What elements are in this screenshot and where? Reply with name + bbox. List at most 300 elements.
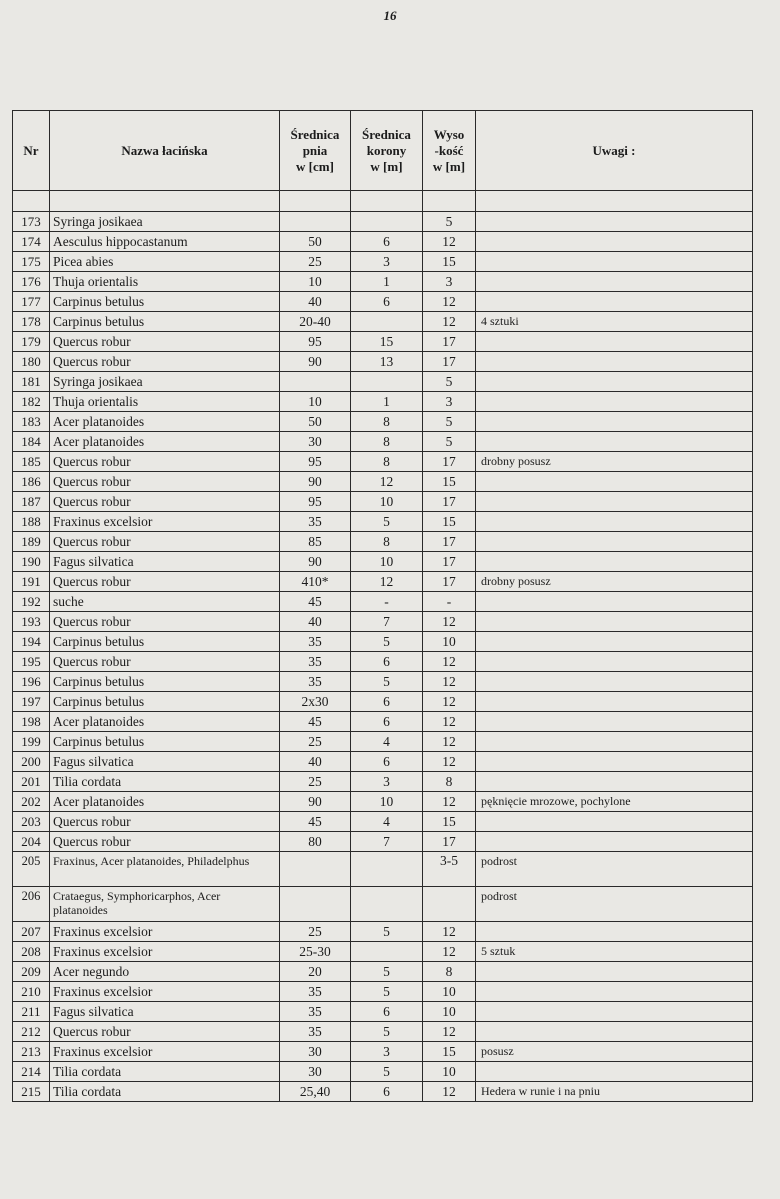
notes-cell (476, 412, 753, 432)
stem-diameter-cell: 90 (280, 352, 351, 372)
table-row (13, 372, 753, 392)
tree-number-cell: 176 (13, 272, 50, 292)
table-row (13, 312, 753, 332)
tree-number-cell: 186 (13, 472, 50, 492)
stem-diameter-cell: 35 (280, 982, 351, 1002)
table-row (13, 712, 753, 732)
stem-diameter-cell: 95 (280, 452, 351, 472)
tree-height-cell: 12 (423, 732, 476, 752)
tree-height-cell: 12 (423, 942, 476, 962)
header-spacer-row (13, 191, 753, 212)
header-height-line-2: -kość (434, 142, 464, 158)
notes-cell: podrost (476, 887, 753, 922)
tree-number-cell: 201 (13, 772, 50, 792)
latin-name-cell: Quercus robur (50, 352, 280, 372)
crown-diameter-cell: 6 (351, 692, 423, 712)
table-row (13, 1062, 753, 1082)
stem-diameter-cell: 40 (280, 612, 351, 632)
crown-diameter-cell: 5 (351, 632, 423, 652)
table-row (13, 492, 753, 512)
table-row (13, 832, 753, 852)
table-row (13, 692, 753, 712)
notes-cell (476, 552, 753, 572)
tree-number-cell: 173 (13, 212, 50, 232)
tree-height-cell: 3-5 (423, 852, 476, 887)
tree-number-cell: 194 (13, 632, 50, 652)
tree-number-cell: 214 (13, 1062, 50, 1082)
latin-name-cell: Fraxinus excelsior (50, 922, 280, 942)
stem-diameter-cell (280, 212, 351, 232)
latin-name-cell: Fraxinus excelsior (50, 512, 280, 532)
tree-number-cell: 191 (13, 572, 50, 592)
tree-number-cell: 213 (13, 1042, 50, 1062)
latin-name-cell: Carpinus betulus (50, 312, 280, 332)
tree-height-cell: 12 (423, 752, 476, 772)
tree-height-cell: 17 (423, 452, 476, 472)
tree-height-cell: 15 (423, 252, 476, 272)
latin-name-cell: Fraxinus, Acer platanoides, Philadelphus (50, 852, 280, 887)
tree-height-cell: 17 (423, 832, 476, 852)
tree-number-cell: 180 (13, 352, 50, 372)
crown-diameter-cell: 5 (351, 982, 423, 1002)
table-row (13, 332, 753, 352)
tree-number-cell: 181 (13, 372, 50, 392)
crown-diameter-cell: 8 (351, 432, 423, 452)
stem-diameter-cell: 50 (280, 232, 351, 252)
stem-diameter-cell: 10 (280, 272, 351, 292)
notes-cell: drobny posusz (476, 452, 753, 472)
notes-cell (476, 612, 753, 632)
stem-diameter-cell: 95 (280, 492, 351, 512)
tree-number-cell: 210 (13, 982, 50, 1002)
latin-name-cell: Acer negundo (50, 962, 280, 982)
crown-diameter-cell: 5 (351, 922, 423, 942)
notes-cell (476, 772, 753, 792)
stem-diameter-cell: 25 (280, 922, 351, 942)
tree-height-cell: 10 (423, 1002, 476, 1022)
latin-name-cell: Quercus robur (50, 572, 280, 592)
tree-height-cell: 8 (423, 962, 476, 982)
tree-number-cell: 215 (13, 1082, 50, 1102)
crown-diameter-cell (351, 212, 423, 232)
tree-number-cell: 187 (13, 492, 50, 512)
crown-diameter-cell: 4 (351, 812, 423, 832)
table-row (13, 452, 753, 472)
notes-cell (476, 472, 753, 492)
table-row (13, 532, 753, 552)
tree-height-cell: - (423, 592, 476, 612)
table-row (13, 887, 753, 922)
crown-diameter-cell: 5 (351, 1062, 423, 1082)
header-crown-line-2: korony (366, 142, 407, 158)
tree-height-cell: 12 (423, 312, 476, 332)
table-row (13, 792, 753, 812)
latin-name-cell: Carpinus betulus (50, 632, 280, 652)
crown-diameter-cell: 3 (351, 1042, 423, 1062)
crown-diameter-cell (351, 887, 423, 922)
stem-diameter-cell: 80 (280, 832, 351, 852)
header-crown-line-3: w [m] (370, 158, 403, 174)
tree-number-cell: 185 (13, 452, 50, 472)
stem-diameter-cell: 25 (280, 772, 351, 792)
stem-diameter-cell: 20 (280, 962, 351, 982)
latin-name-cell: Thuja orientalis (50, 392, 280, 412)
latin-name-cell: Quercus robur (50, 1022, 280, 1042)
tree-height-cell: 15 (423, 1042, 476, 1062)
latin-name-cell: Carpinus betulus (50, 692, 280, 712)
header-stem-line-3: w [cm] (296, 158, 334, 174)
crown-diameter-cell: 7 (351, 832, 423, 852)
notes-cell: 4 sztuki (476, 312, 753, 332)
crown-diameter-cell: 6 (351, 292, 423, 312)
tree-number-cell: 177 (13, 292, 50, 312)
latin-name-cell: Tilia cordata (50, 1082, 280, 1102)
latin-name-cell: Tilia cordata (50, 1062, 280, 1082)
crown-diameter-cell: 5 (351, 672, 423, 692)
notes-cell (476, 392, 753, 412)
tree-height-cell: 12 (423, 1082, 476, 1102)
tree-number-cell: 211 (13, 1002, 50, 1022)
latin-name-cell: Picea abies (50, 252, 280, 272)
table-row (13, 512, 753, 532)
tree-height-cell: 15 (423, 512, 476, 532)
tree-number-cell: 205 (13, 852, 50, 887)
latin-name-cell: suche (50, 592, 280, 612)
crown-diameter-cell (351, 942, 423, 962)
stem-diameter-cell: 45 (280, 592, 351, 612)
notes-cell (476, 532, 753, 552)
notes-cell (476, 1002, 753, 1022)
latin-name-cell: Aesculus hippocastanum (50, 232, 280, 252)
latin-name-cell: Quercus robur (50, 492, 280, 512)
crown-diameter-cell (351, 312, 423, 332)
tree-height-cell: 12 (423, 692, 476, 712)
crown-diameter-cell: 3 (351, 252, 423, 272)
header-notes: Uwagi : (476, 111, 753, 191)
tree-number-cell: 189 (13, 532, 50, 552)
tree-height-cell: 15 (423, 472, 476, 492)
notes-cell: Hedera w runie i na pniu (476, 1082, 753, 1102)
stem-diameter-cell: 35 (280, 632, 351, 652)
notes-cell (476, 1022, 753, 1042)
crown-diameter-cell: 5 (351, 1022, 423, 1042)
notes-cell (476, 632, 753, 652)
latin-name-cell: Quercus robur (50, 612, 280, 632)
tree-height-cell: 12 (423, 292, 476, 312)
crown-diameter-cell: 1 (351, 392, 423, 412)
notes-cell (476, 592, 753, 612)
crown-diameter-cell: 10 (351, 792, 423, 812)
latin-name-cell: Crataegus, Symphoricarphos, Acer platanoides (50, 887, 280, 922)
latin-name-cell: Acer platanoides (50, 792, 280, 812)
stem-diameter-cell: 35 (280, 512, 351, 532)
latin-name-cell: Fraxinus excelsior (50, 1042, 280, 1062)
stem-diameter-cell: 40 (280, 292, 351, 312)
stem-diameter-cell: 35 (280, 672, 351, 692)
tree-height-cell: 5 (423, 372, 476, 392)
latin-name-cell: Fraxinus excelsior (50, 982, 280, 1002)
notes-cell (476, 1062, 753, 1082)
tree-height-cell: 12 (423, 712, 476, 732)
notes-cell (476, 252, 753, 272)
tree-height-cell: 17 (423, 532, 476, 552)
notes-cell (476, 492, 753, 512)
tree-number-cell: 193 (13, 612, 50, 632)
notes-cell: podrost (476, 852, 753, 887)
tree-number-cell: 182 (13, 392, 50, 412)
crown-diameter-cell: 10 (351, 492, 423, 512)
notes-cell (476, 372, 753, 392)
header-crown-diameter (351, 111, 423, 191)
table-row (13, 212, 753, 232)
notes-cell: pęknięcie mrozowe, pochylone (476, 792, 753, 812)
table-row (13, 962, 753, 982)
stem-diameter-cell: 35 (280, 1022, 351, 1042)
stem-diameter-cell: 35 (280, 1002, 351, 1022)
crown-diameter-cell: 8 (351, 452, 423, 472)
notes-cell (476, 732, 753, 752)
stem-diameter-cell (280, 372, 351, 392)
notes-cell (476, 982, 753, 1002)
table-row (13, 392, 753, 412)
tree-height-cell: 12 (423, 792, 476, 812)
crown-diameter-cell: 12 (351, 472, 423, 492)
crown-diameter-cell: 7 (351, 612, 423, 632)
crown-diameter-cell: 12 (351, 572, 423, 592)
stem-diameter-cell: 30 (280, 1062, 351, 1082)
header-crown-line-1: Średnica (362, 126, 411, 142)
crown-diameter-cell: 6 (351, 712, 423, 732)
notes-cell (476, 752, 753, 772)
tree-number-cell: 212 (13, 1022, 50, 1042)
crown-diameter-cell: 5 (351, 962, 423, 982)
notes-cell (476, 292, 753, 312)
notes-cell (476, 332, 753, 352)
stem-diameter-cell: 95 (280, 332, 351, 352)
notes-cell (476, 232, 753, 252)
stem-diameter-cell: 45 (280, 812, 351, 832)
tree-number-cell: 197 (13, 692, 50, 712)
table-header-row (13, 111, 753, 191)
page-number: 16 (383, 8, 397, 23)
stem-diameter-cell: 50 (280, 412, 351, 432)
stem-diameter-cell: 25-30 (280, 942, 351, 962)
table-row (13, 752, 753, 772)
header-stem-diameter (280, 111, 351, 191)
tree-number-cell: 183 (13, 412, 50, 432)
latin-name-cell: Syringa josikaea (50, 212, 280, 232)
tree-height-cell: 17 (423, 572, 476, 592)
table-row (13, 572, 753, 592)
tree-number-cell: 190 (13, 552, 50, 572)
tree-height-cell: 8 (423, 772, 476, 792)
crown-diameter-cell: 10 (351, 552, 423, 572)
tree-number-cell: 184 (13, 432, 50, 452)
stem-diameter-cell: 85 (280, 532, 351, 552)
header-stem-line-1: Średnica (290, 126, 340, 142)
table-row (13, 252, 753, 272)
tree-number-cell: 192 (13, 592, 50, 612)
crown-diameter-cell: 8 (351, 532, 423, 552)
header-nr: Nr (13, 111, 50, 191)
latin-name-cell: Quercus robur (50, 832, 280, 852)
stem-diameter-cell: 90 (280, 552, 351, 572)
crown-diameter-cell: - (351, 592, 423, 612)
crown-diameter-cell: 4 (351, 732, 423, 752)
table-row (13, 472, 753, 492)
stem-diameter-cell: 2x30 (280, 692, 351, 712)
header-height (423, 111, 476, 191)
tree-number-cell: 198 (13, 712, 50, 732)
tree-number-cell: 195 (13, 652, 50, 672)
stem-diameter-cell: 35 (280, 652, 351, 672)
notes-cell (476, 272, 753, 292)
table-row (13, 352, 753, 372)
stem-diameter-cell: 10 (280, 392, 351, 412)
stem-diameter-cell: 410* (280, 572, 351, 592)
table-row (13, 652, 753, 672)
latin-name-cell: Fraxinus excelsior (50, 942, 280, 962)
tree-height-cell: 5 (423, 212, 476, 232)
tree-height-cell (423, 887, 476, 922)
latin-name-cell: Acer platanoides (50, 412, 280, 432)
latin-name-cell: Carpinus betulus (50, 732, 280, 752)
latin-name-cell: Acer platanoides (50, 712, 280, 732)
table-row (13, 412, 753, 432)
stem-diameter-cell: 25,40 (280, 1082, 351, 1102)
stem-diameter-cell: 25 (280, 252, 351, 272)
table-row (13, 772, 753, 792)
tree-number-cell: 196 (13, 672, 50, 692)
table-row (13, 232, 753, 252)
notes-cell (476, 712, 753, 732)
latin-name-cell: Carpinus betulus (50, 292, 280, 312)
table-row (13, 732, 753, 752)
latin-name-cell: Quercus robur (50, 812, 280, 832)
table-row (13, 292, 753, 312)
latin-name-cell: Quercus robur (50, 652, 280, 672)
latin-name-cell: Thuja orientalis (50, 272, 280, 292)
stem-diameter-cell: 20-40 (280, 312, 351, 332)
latin-name-cell: Carpinus betulus (50, 672, 280, 692)
table-row (13, 1042, 753, 1062)
notes-cell (476, 672, 753, 692)
notes-cell (476, 962, 753, 982)
notes-cell (476, 812, 753, 832)
table-row (13, 942, 753, 962)
tree-number-cell: 208 (13, 942, 50, 962)
tree-number-cell: 209 (13, 962, 50, 982)
crown-diameter-cell: 6 (351, 752, 423, 772)
table-row (13, 1022, 753, 1042)
tree-number-cell: 175 (13, 252, 50, 272)
tree-number-cell: 188 (13, 512, 50, 532)
stem-diameter-cell: 30 (280, 432, 351, 452)
notes-cell (476, 512, 753, 532)
tree-number-cell: 179 (13, 332, 50, 352)
crown-diameter-cell: 1 (351, 272, 423, 292)
tree-inventory-table (12, 110, 753, 1102)
crown-diameter-cell: 6 (351, 1082, 423, 1102)
tree-height-cell: 12 (423, 612, 476, 632)
tree-height-cell: 17 (423, 552, 476, 572)
latin-name-cell: Quercus robur (50, 532, 280, 552)
tree-height-cell: 3 (423, 272, 476, 292)
tree-number-cell: 206 (13, 887, 50, 922)
table-row (13, 272, 753, 292)
header-stem-line-2: pnia (302, 142, 328, 158)
latin-name-cell: Quercus robur (50, 452, 280, 472)
table-row (13, 632, 753, 652)
stem-diameter-cell: 25 (280, 732, 351, 752)
header-height-line-3: w [m] (432, 158, 466, 174)
crown-diameter-cell: 8 (351, 412, 423, 432)
table-row (13, 982, 753, 1002)
header-height-line-1: Wyso (433, 126, 465, 142)
table-row (13, 672, 753, 692)
stem-diameter-cell: 90 (280, 792, 351, 812)
tree-number-cell: 203 (13, 812, 50, 832)
tree-height-cell: 12 (423, 922, 476, 942)
table-row (13, 1082, 753, 1102)
tree-height-cell: 5 (423, 432, 476, 452)
latin-name-cell: Syringa josikaea (50, 372, 280, 392)
tree-height-cell: 5 (423, 412, 476, 432)
table-row (13, 1002, 753, 1022)
table-row (13, 432, 753, 452)
crown-diameter-cell: 15 (351, 332, 423, 352)
tree-number-cell: 202 (13, 792, 50, 812)
stem-diameter-cell: 40 (280, 752, 351, 772)
tree-height-cell: 12 (423, 652, 476, 672)
notes-cell (476, 922, 753, 942)
header-latin-name: Nazwa łacińska (50, 111, 280, 191)
tree-height-cell: 12 (423, 672, 476, 692)
notes-cell: posusz (476, 1042, 753, 1062)
latin-name-cell: Tilia cordata (50, 772, 280, 792)
notes-cell (476, 652, 753, 672)
tree-height-cell: 3 (423, 392, 476, 412)
crown-diameter-cell: 3 (351, 772, 423, 792)
tree-number-cell: 204 (13, 832, 50, 852)
tree-height-cell: 17 (423, 332, 476, 352)
crown-diameter-cell: 6 (351, 232, 423, 252)
notes-cell: 5 sztuk (476, 942, 753, 962)
notes-cell: drobny posusz (476, 572, 753, 592)
table-row (13, 852, 753, 887)
tree-number-cell: 207 (13, 922, 50, 942)
tree-height-cell: 12 (423, 1022, 476, 1042)
crown-diameter-cell: 6 (351, 652, 423, 672)
latin-name-cell: Fagus silvatica (50, 752, 280, 772)
stem-diameter-cell: 90 (280, 472, 351, 492)
notes-cell (476, 212, 753, 232)
tree-height-cell: 15 (423, 812, 476, 832)
table-row (13, 612, 753, 632)
tree-height-cell: 10 (423, 1062, 476, 1082)
latin-name-cell: Acer platanoides (50, 432, 280, 452)
tree-height-cell: 17 (423, 352, 476, 372)
latin-name-cell: Quercus robur (50, 332, 280, 352)
table-row (13, 552, 753, 572)
notes-cell (476, 832, 753, 852)
notes-cell (476, 692, 753, 712)
tree-height-cell: 17 (423, 492, 476, 512)
stem-diameter-cell (280, 887, 351, 922)
stem-diameter-cell: 45 (280, 712, 351, 732)
latin-name-cell: Fagus silvatica (50, 552, 280, 572)
tree-number-cell: 200 (13, 752, 50, 772)
